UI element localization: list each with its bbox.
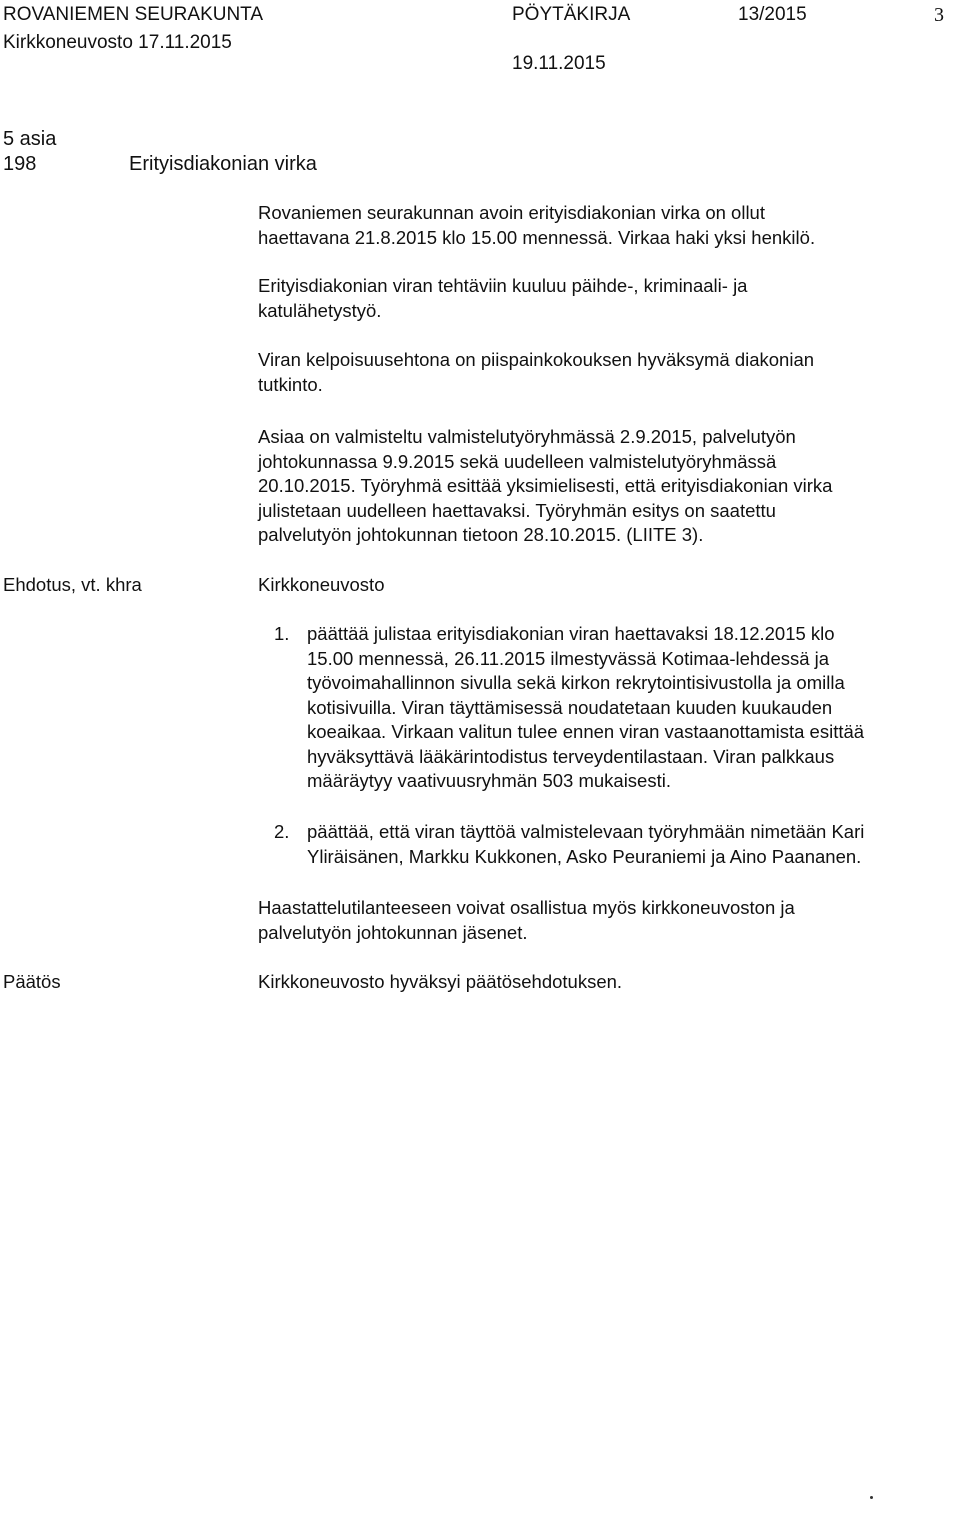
paragraph-qualification [258,348,958,397]
paragraph-duties [258,274,958,323]
text-line: katulähetystyö. [258,299,382,321]
text-line: Erityisdiakonian viran tehtäviin kuuluu päihde-, kriminaali- ja [258,275,748,296]
text-line: haettavana 21.8.2015 klo 15.00 mennessä. Virkaa haki yksi henkilö. [258,226,816,248]
text-line: Asiaa on valmisteltu valmistelutyöryhmässä 2.9.2015, palvelutyön [258,426,796,447]
decision-text-block [258,970,958,995]
proposal-label: Ehdotus, vt. khra [3,574,142,595]
text-line: Rovaniemen seurakunnan avoin erityisdiakonian virka on ollut [258,202,765,223]
section-heading [3,152,317,177]
list-number: 1. [274,623,290,644]
text-line: päättää, että viran täyttöä valmistelevaan työryhmään nimetään Kari [307,821,865,842]
list-number: 2. [274,821,290,842]
proposal-body-label [258,573,958,598]
decision-label: Päätös [3,971,61,992]
text-line: päättää julistaa erityisdiakonian viran haettavaksi 18.12.2015 klo [307,623,835,644]
text-line: työvoimahallinnon sivulla sekä kirkon rekrytointisivustolla ja omilla [307,672,845,693]
text-line: Haastattelutilanteeseen voivat osallistua myös kirkkoneuvoston ja [258,897,795,918]
meeting-title: Kirkkoneuvosto 17.11.2015 [3,32,232,53]
text-line: johtokunnassa 9.9.2015 sekä uudelleen valmistelutyöryhmässä [258,450,777,472]
text-line: 20.10.2015. Työryhmä esittää yksimielisesti, että erityisdiakonian virka [258,475,833,496]
doc-number: 13/2015 [738,4,807,25]
page-end-mark [870,1496,873,1499]
text-line: palvelutyön johtokunnan tietoon 28.10.2015. (LIITE 3). [258,524,704,545]
section-title: Erityisdiakonian virka [129,153,317,175]
text-line: 15.00 mennessä, 26.11.2015 ilmestyvässä Kotimaa-lehdessä ja [307,647,830,669]
proposal-list-item-1 [258,622,958,794]
paragraph-preparation [258,425,958,548]
text-line: hyväksyttävä lääkärintodistus terveydentilastaan. Viran palkkaus [307,745,835,767]
text-line: kotisivuilla. Viran täyttämisessä noudatetaan kuuden kuukauden [307,696,833,718]
page-number: 3 [934,4,944,26]
org-name: ROVANIEMEN SEURAKUNTA [3,4,264,25]
section-number: 198 [3,153,37,175]
text-line: julistetaan uudelleen haettavaksi. Työryhmän esitys on saatettu [258,499,776,521]
protocol-date: 19.11.2015 [512,53,606,74]
text-line: koeaikaa. Virkaan valitun tulee ennen viran vastaanottamista esittää [307,721,865,742]
proposal-subject: Kirkkoneuvosto [258,574,385,595]
text-line: Yliräisänen, Markku Kukkonen, Asko Peuraniemi ja Aino Paananen. [307,845,862,867]
text-line: tutkinto. [258,373,323,395]
paragraph-interview-note [258,896,958,945]
decision-text: Kirkkoneuvosto hyväksyi päätösehdotuksen. [258,971,623,992]
text-line: palvelutyön johtokunnan jäsenet. [258,921,528,943]
text-line: Viran kelpoisuusehtona on piispainkokouksen hyväksymä diakonian [258,349,815,370]
agenda-number: 5 asia [3,128,57,150]
paragraph-background [258,201,958,250]
proposal-list-item-2 [258,820,958,869]
doc-type: PÖYTÄKIRJA [512,4,631,25]
text-line: määräytyy vaativuusryhmän 503 mukaisesti. [307,770,671,791]
